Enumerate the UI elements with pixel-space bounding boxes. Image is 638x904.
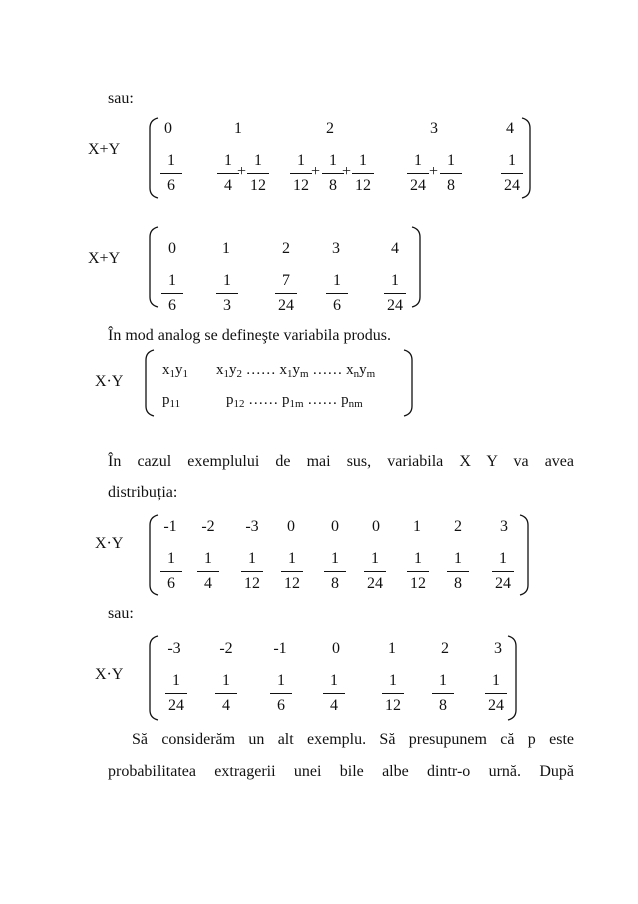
text-example-line2: distribuția: [108, 484, 178, 501]
value-cell: 0 [168, 240, 176, 257]
fraction: 1 24 [380, 272, 410, 315]
value-cell: 1 [388, 640, 396, 657]
value-cell: 0 [372, 518, 380, 535]
value-cell: 4 [391, 240, 399, 257]
left-bracket [144, 350, 156, 416]
value-cell: 4 [506, 120, 514, 137]
fraction: 1 4 [211, 672, 241, 715]
fraction: 1 12 [286, 152, 316, 195]
value-cell: 3 [500, 518, 508, 535]
general-values-row: $x_1y_2$ …… $x_1y_m$ …… $x_ny_m$ [216, 362, 376, 380]
text-example-line1: În cazul exemplului de mai sus, variabila X Y va avea [108, 453, 574, 470]
value-cell: 0 [164, 120, 172, 137]
fraction: 1 12 [378, 672, 408, 715]
fraction: 1 6 [266, 672, 296, 715]
fraction: 1 6 [156, 152, 186, 195]
value-cell: 0 [287, 518, 295, 535]
fraction: 1 6 [322, 272, 352, 315]
text-sau: sau: [108, 605, 134, 622]
matrix-label: X+Y [88, 141, 121, 158]
general-probs-row: $p_{12}$ …… $p_{1m}$ …… $p_{nm}$ [226, 392, 363, 410]
fraction: 1 4 [193, 550, 223, 593]
right-bracket [410, 227, 422, 307]
matrix-label: X·Y [95, 666, 124, 683]
plus-sign: + [311, 163, 321, 180]
left-bracket [148, 636, 160, 720]
value-cell: 2 [282, 240, 290, 257]
text-sau: sau: [108, 90, 134, 107]
text-final-line2: probabilitatea extragerii unei bile albe dintr-o urnă. După [108, 763, 574, 780]
value-cell: 1 [222, 240, 230, 257]
fraction: 1 8 [428, 672, 458, 715]
fraction: 1 24 [497, 152, 527, 195]
value-cell: 2 [441, 640, 449, 657]
fraction: 1 6 [156, 550, 186, 593]
matrix-label: X+Y [88, 250, 121, 267]
fraction: 1 3 [212, 272, 242, 315]
value-cell: 1 [234, 120, 242, 137]
general-values-row: $x_1y_1$ [162, 362, 188, 380]
fraction: 1 8 [443, 550, 473, 593]
value-cell: 3 [430, 120, 438, 137]
fraction: 1 12 [237, 550, 267, 593]
value-cell: 1 [413, 518, 421, 535]
fraction: 1 6 [157, 272, 187, 315]
fraction: 1 24 [161, 672, 191, 715]
value-cell: -1 [163, 518, 177, 535]
value-cell: 2 [454, 518, 462, 535]
fraction: 1 12 [277, 550, 307, 593]
fraction: 1 24 [403, 152, 433, 195]
plus-sign: + [237, 163, 247, 180]
value-cell: -3 [245, 518, 259, 535]
value-cell: 3 [494, 640, 502, 657]
value-cell: -2 [201, 518, 215, 535]
fraction: 1 8 [318, 152, 348, 195]
text-final-line1: Să considerăm un alt exemplu. Să presupunem că p este [132, 731, 574, 748]
right-bracket [402, 350, 414, 416]
right-bracket [518, 515, 530, 595]
fraction: 1 8 [320, 550, 350, 593]
value-cell: -1 [273, 640, 287, 657]
plus-sign: + [342, 163, 352, 180]
fraction: 1 24 [488, 550, 518, 593]
value-cell: 0 [332, 640, 340, 657]
plus-sign: + [429, 163, 439, 180]
value-cell: -2 [219, 640, 233, 657]
fraction: 1 8 [436, 152, 466, 195]
value-cell: 0 [331, 518, 339, 535]
fraction: 1 12 [348, 152, 378, 195]
matrix-label: X·Y [95, 535, 124, 552]
fraction: 1 12 [403, 550, 433, 593]
text-analog: În mod analog se defineşte variabila produs. [108, 327, 392, 344]
fraction: 7 24 [271, 272, 301, 315]
fraction: 1 4 [319, 672, 349, 715]
value-cell: 3 [332, 240, 340, 257]
general-probs-row: $p_{11}$ [162, 392, 181, 410]
fraction: 1 12 [243, 152, 273, 195]
value-cell: -3 [167, 640, 181, 657]
matrix-label: X·Y [95, 373, 124, 390]
fraction: 1 24 [360, 550, 390, 593]
fraction: 1 4 [213, 152, 243, 195]
value-cell: 2 [326, 120, 334, 137]
fraction: 1 24 [481, 672, 511, 715]
